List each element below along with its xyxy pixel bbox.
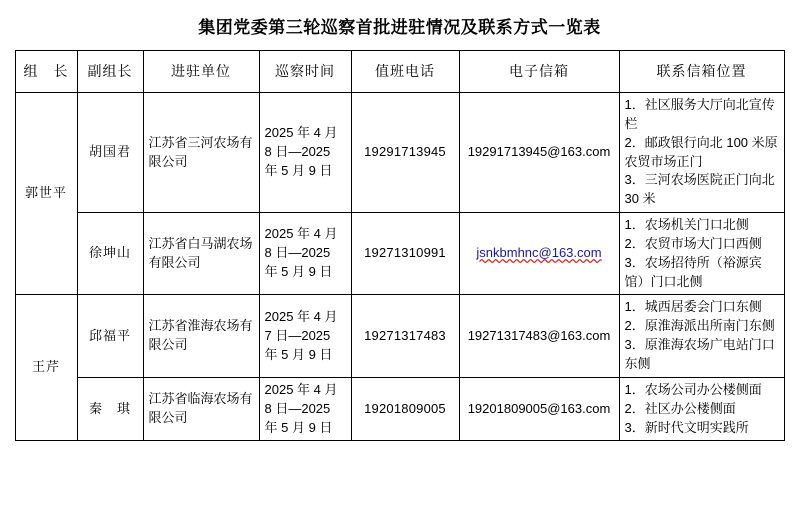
cell-mailbox-location — [619, 295, 784, 377]
mailbox-location-line: 2．农贸市场大门口西侧 — [624, 235, 762, 251]
column-header-email: 电子信箱 — [459, 51, 619, 93]
mailbox-location-line: 3．三河农场医院正门向北 30 米 — [624, 172, 775, 207]
cell-email: 19271317483@163.com — [459, 295, 619, 377]
mailbox-location-line: 2．社区办公楼侧面 — [624, 400, 736, 416]
column-header-unit: 进驻单位 — [143, 51, 259, 93]
mailbox-location-line: 3．新时代文明实践所 — [624, 419, 749, 435]
cell-inspection-time: 2025 年 4 月 8 日—2025 年 5 月 9 日 — [259, 213, 351, 295]
table-row — [15, 213, 784, 295]
cell-duty-phone: 19201809005 — [351, 377, 459, 441]
mailbox-location-line: 2．邮政银行向北 100 米原农贸市场正门 — [624, 134, 778, 169]
cell-unit: 江苏省三河农场有限公司 — [143, 93, 259, 213]
mailbox-location-line: 1．农场机关门口北侧 — [624, 217, 749, 233]
cell-deputy-leader: 邱福平 — [77, 295, 143, 377]
cell-email: 19201809005@163.com — [459, 377, 619, 441]
cell-unit: 江苏省临海农场有限公司 — [143, 377, 259, 441]
page-title: 集团党委第三轮巡察首批进驻情况及联系方式一览表 — [198, 18, 601, 37]
table-row — [15, 295, 784, 377]
table-row — [15, 377, 784, 441]
cell-deputy-leader: 徐坤山 — [77, 213, 143, 295]
table-body — [15, 93, 784, 441]
cell-duty-phone: 19291713945 — [351, 93, 459, 213]
mailbox-location-line: 3．原淮海农场广电站门口东侧 — [624, 337, 775, 371]
cell-unit: 江苏省淮海农场有限公司 — [143, 295, 259, 377]
cell-mailbox-location — [619, 213, 784, 295]
cell-deputy-leader: 秦 琪 — [77, 377, 143, 441]
cell-unit: 江苏省白马湖农场有限公司 — [143, 213, 259, 295]
cell-duty-phone: 19271317483 — [351, 295, 459, 377]
cell-mailbox-location — [619, 377, 784, 441]
mailbox-location-line: 1．农场公司办公楼侧面 — [624, 381, 762, 397]
table-row — [15, 93, 784, 213]
cell-email — [459, 213, 619, 295]
cell-mailbox-location — [619, 93, 784, 213]
mailbox-location-line: 1．社区服务大厅向北宣传栏 — [624, 97, 775, 131]
mailbox-location-line: 1．城西居委会门口东侧 — [624, 299, 762, 315]
cell-leader: 郭世平 — [15, 93, 77, 295]
table-header — [15, 51, 784, 93]
column-header-deputy-leader: 副组长 — [77, 51, 143, 93]
cell-duty-phone: 19271310991 — [351, 213, 459, 295]
cell-inspection-time: 2025 年 4 月 8 日—2025 年 5 月 9 日 — [259, 377, 351, 441]
column-header-inspection-time: 巡察时间 — [259, 51, 351, 93]
cell-inspection-time: 2025 年 4 月 8 日—2025 年 5 月 9 日 — [259, 93, 351, 213]
table-header-row — [15, 51, 784, 93]
mailbox-location-line: 2．原淮海派出所南门东侧 — [624, 318, 775, 334]
mailbox-location-line: 3．农场招待所（裕源宾馆）门口北侧 — [624, 254, 762, 289]
column-header-duty-phone: 值班电话 — [351, 51, 459, 93]
column-header-mailbox-location: 联系信箱位置 — [619, 51, 784, 93]
email-text: jsnkbmhnc@163.com — [476, 245, 602, 261]
column-header-leader: 组 长 — [15, 51, 77, 93]
cell-inspection-time: 2025 年 4 月 7 日—2025 年 5 月 9 日 — [259, 295, 351, 377]
cell-leader: 王芹 — [15, 295, 77, 441]
cell-deputy-leader: 胡国君 — [77, 93, 143, 213]
inspection-schedule-table — [15, 50, 785, 441]
cell-email: 19291713945@163.com — [459, 93, 619, 213]
